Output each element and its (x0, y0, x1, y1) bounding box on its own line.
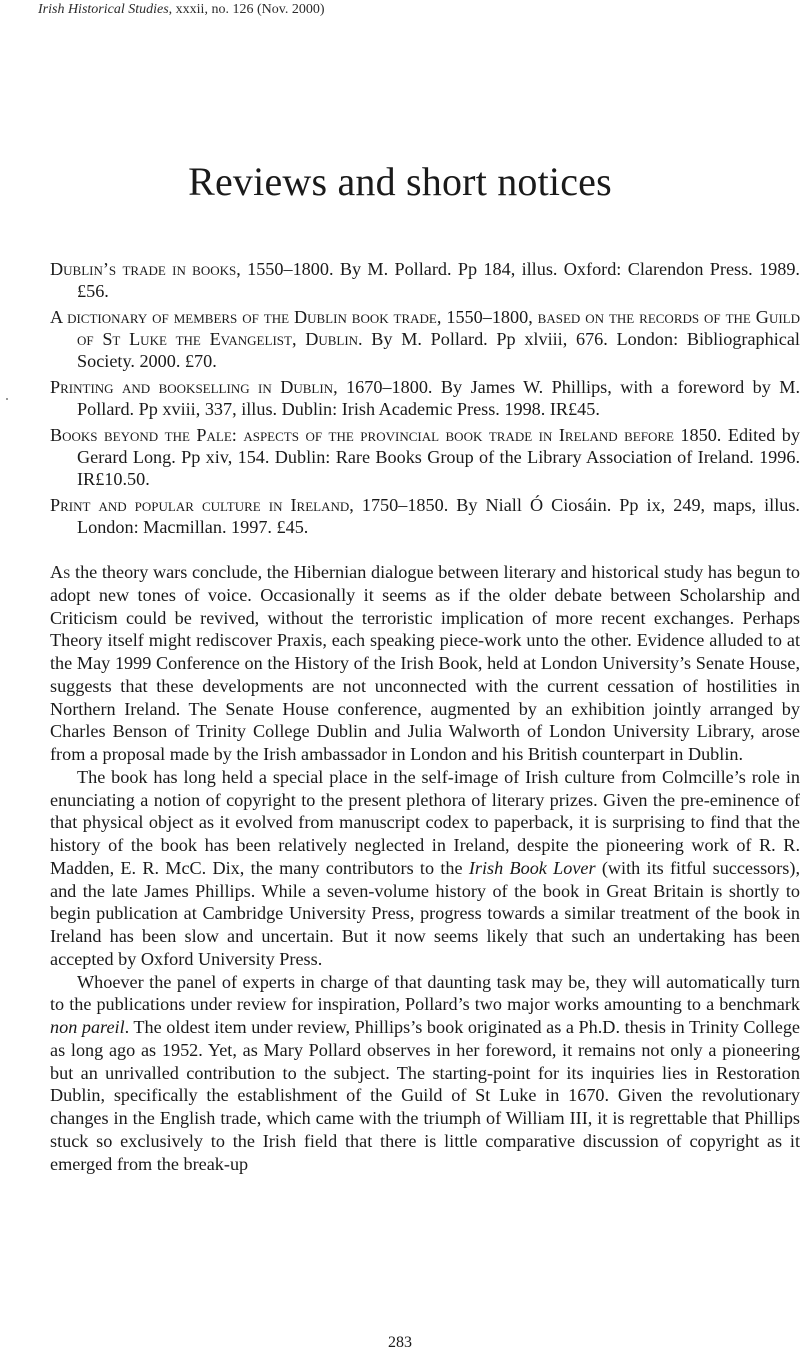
bibliography-entry (50, 306, 800, 372)
page-title: Reviews and short notices (188, 159, 612, 204)
bibliography-entry (50, 494, 800, 538)
bibliography-entry (50, 424, 800, 490)
page-number: 283 (388, 1334, 412, 1351)
bibliography-entry (50, 376, 800, 420)
book-title: Books beyond the Pale: aspects of the provincial book trade in Ireland before 1850. (50, 425, 722, 445)
italic-phrase: non pareil (50, 1017, 125, 1037)
journal-issue: , xxxii, no. 126 (Nov. 2000) (168, 2, 325, 17)
paragraph (50, 971, 800, 1176)
book-details: By M. Pollard. Pp xlviii, 676. London: Bibliographical Society. 2000. £70. (77, 329, 800, 371)
running-head (38, 2, 324, 18)
margin-mark (6, 398, 8, 400)
bibliography-list (50, 258, 800, 542)
book-details: By Niall Ó Ciosáin. Pp ix, 249, maps, illus. London: Macmillan. 1997. £45. (77, 495, 800, 537)
opening-word: As (50, 562, 71, 582)
book-details: Edited by Gerard Long. Pp xiv, 154. Dublin: Rare Books Group of the Library Association of Ireland. 1996. IR£10.50. (77, 425, 800, 489)
book-details: By M. Pollard. Pp 184, illus. Oxford: Clarendon Press. 1989. £56. (77, 259, 800, 301)
journal-name: Irish Historical Studies (38, 2, 169, 17)
bibliography-entry (50, 258, 800, 302)
paragraph-text: The book has long held a special place in the self-image of Irish culture from Colmcille’s role in enunciating a notion of copyright to the present plethora of literary prizes. Given the pre-eminence of that physical object as it evolved from manuscript codex to paperback, it is surprising to find that the history of the book has been relatively neglected in Ireland, despite the pioneering work of R. R. Madden, E. R. McC. Dix, the many contributors to the (50, 766, 800, 878)
book-title: Printing and bookselling in Dublin, 1670–1800. (50, 377, 433, 397)
book-title: Dublin’s trade in books, 1550–1800. (50, 259, 334, 279)
paragraph (50, 561, 800, 766)
paragraph-text: the theory wars conclude, the Hibernian dialogue between literary and historical study has begun to adopt new tones of voice. Occasionally it seems as if the older debate between Scholarship and Criticism could be revived, without the terroristic implication of more recent exchanges. Perhaps Theory itself might rediscover Praxis, each speaking piece-work unto the other. Evidence alluded to at the May 1999 Conference on the History of the Irish Book, held at London University’s Senate House, suggests that these developments are not unconnected with the current cessation of hostilities in Northern Ireland. The Senate House conference, augmented by an exhibition jointly arranged by Charles Benson of Trinity College Dublin and Julia Walworth of London University Library, arose from a proposal made by the Irish ambassador in London and his British counterpart in Dublin. (50, 562, 800, 764)
paragraph-text: (with its fitful successors), and the late James Phillips. While a seven-volume history of the book in Great Britain is shortly to begin publication at Cambridge University Press, progress towards a similar treatment of the book in Ireland has been slow and uncertain. But it now seems likely that such an undertaking has been accepted by Oxford University Press. (50, 857, 800, 969)
book-title: A dictionary of members of the Dublin book trade, 1550–1800, based on the records of the Guild of St Luke the Evangelist, Dublin. (50, 307, 800, 349)
periodical-title: Irish Book Lover (468, 857, 596, 878)
book-title: Print and popular culture in Ireland, 1750–1850. (50, 495, 449, 515)
paragraph (50, 766, 800, 971)
review-body (50, 561, 800, 1175)
paragraph-text: Whoever the panel of experts in charge of that daunting task may be, they will automatically turn to the publications under review for inspiration, Pollard’s two major works amounting to a benchmark (50, 971, 800, 1015)
book-details: By James W. Phillips, with a foreword by M. Pollard. Pp xviii, 337, illus. Dublin: Irish Academic Press. 1998. IR£45. (77, 377, 800, 419)
paragraph-text: . The oldest item under review, Phillips’s book originated as a Ph.D. thesis in Trinity College as long ago as 1952. Yet, as Mary Pollard observes in her foreword, it remains not only a pioneering but an unrivalled contribution to the subject. The starting-point for its inquiries lies in Restoration Dublin, specifically the establishment of the Guild of St Luke in 1670. Given the revolutionary changes in the English trade, which came with the triumph of William III, it is regrettable that Phillips stuck so exclusively to the Irish field that there is little comparative discussion of copyright as it emerged from the break-up (50, 1017, 800, 1174)
